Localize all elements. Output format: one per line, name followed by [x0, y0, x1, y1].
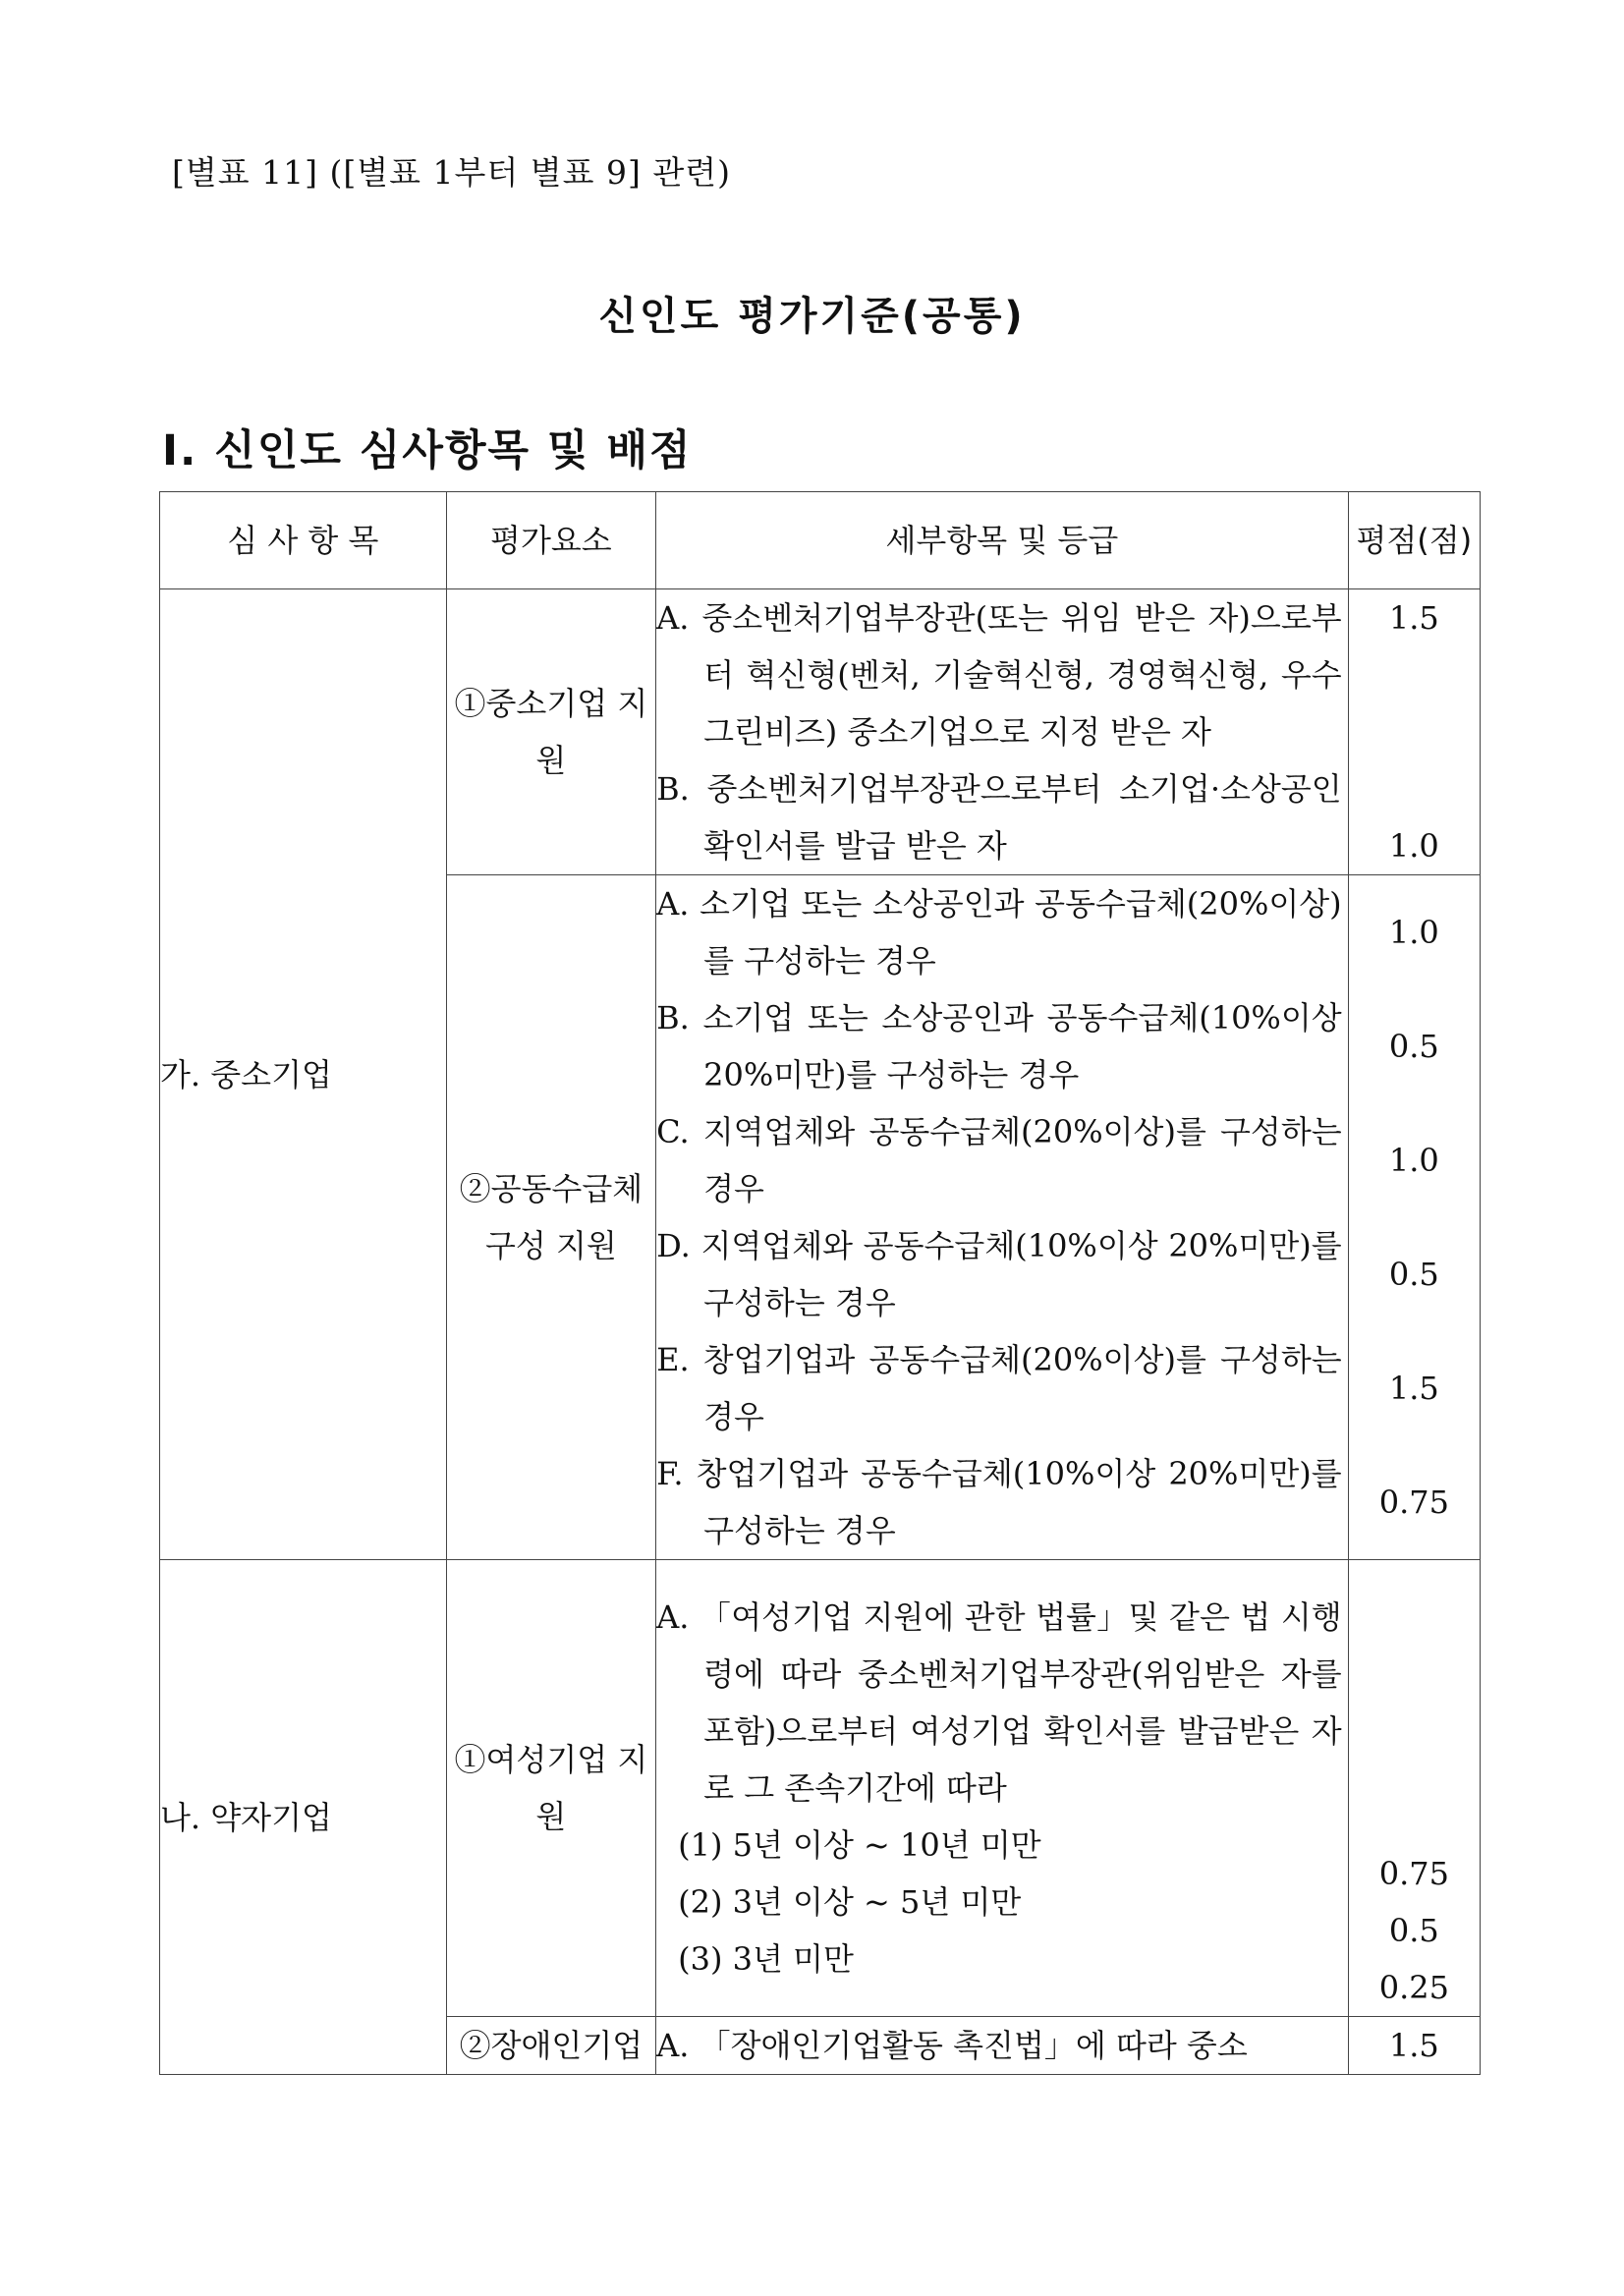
- detail-sub-item: (3) 3년 미만: [678, 1940, 854, 1978]
- score-value: 1.0: [1388, 827, 1439, 865]
- detail-item: A. 중소벤처기업부장관(또는 위임 받은 자)으로부터 혁신형(벤처, 기술혁신형, 경영혁신형, 우수그린비즈) 중소기업으로 지정 받은 자: [656, 599, 1342, 751]
- detail-item: A. 「장애인기업활동 촉진법」에 따라 중소: [656, 2027, 1248, 2064]
- score-value: 1.0: [1388, 1142, 1439, 1179]
- score-value: 0.75: [1378, 1855, 1449, 1892]
- header-score: 평점(점): [1348, 492, 1480, 589]
- element-consortium-support: ②공동수급체 구성 지원: [446, 875, 655, 1560]
- detail-item: A. 「여성기업 지원에 관한 법률」및 같은 법 시행령에 따라 중소벤처기업부장관(위임받은 자를 포함)으로부터 여성기업 확인서를 발급받은 자로 그 존속기간에 따라: [656, 1598, 1342, 1807]
- detail-cell: [656, 589, 1349, 875]
- detail-item: A. 소기업 또는 소상공인과 공동수급체(20%이상)를 구성하는 경우: [656, 885, 1342, 980]
- category-disadvantaged: 나. 약자기업: [160, 1560, 447, 2075]
- header-element: 평가요소: [446, 492, 655, 589]
- element-sme-support: ①중소기업 지원: [446, 589, 655, 875]
- score-cell: [1348, 589, 1480, 875]
- detail-item: B. 중소벤처기업부장관으로부터 소기업·소상공인 확인서를 발급 받은 자: [656, 770, 1342, 865]
- detail-cell: [656, 2017, 1349, 2075]
- document-title: 신인도 평가기준(공통): [598, 294, 1026, 339]
- element-disabled-business: ②장애인기업: [446, 2017, 655, 2075]
- table-header-row: [160, 492, 1481, 589]
- table-row: [160, 1560, 1481, 2017]
- score-value: 0.25: [1378, 1969, 1449, 2006]
- score-value: 1.5: [1388, 599, 1439, 637]
- score-cell: [1348, 2017, 1480, 2075]
- header-detail: 세부항목 및 등급: [656, 492, 1349, 589]
- score-cell: [1348, 875, 1480, 1560]
- detail-item: E. 창업기업과 공동수급체(20%이상)를 구성하는 경우: [656, 1341, 1342, 1435]
- score-spacer: [1349, 1560, 1480, 1845]
- annex-reference: [별표 11] ([별표 1부터 별표 9] 관련): [172, 153, 731, 192]
- detail-sub-item: (2) 3년 이상 ~ 5년 미만: [678, 1883, 1022, 1921]
- element-women-business: ①여성기업 지원: [446, 1560, 655, 2017]
- category-sme: 가. 중소기업: [160, 589, 447, 1560]
- score-value: 1.0: [1388, 914, 1439, 951]
- score-cell: [1348, 1560, 1480, 2017]
- detail-item: F. 창업기업과 공동수급체(10%이상 20%미만)를 구성하는 경우: [656, 1455, 1342, 1549]
- score-value: 1.5: [1388, 1370, 1439, 1407]
- detail-item: C. 지역업체와 공동수급체(20%이상)를 구성하는 경우: [656, 1113, 1342, 1207]
- header-category: 심 사 항 목: [160, 492, 447, 589]
- detail-item: B. 소기업 또는 소상공인과 공동수급체(10%이상 20%미만)를 구성하는 경우: [656, 999, 1342, 1093]
- score-value: 0.75: [1378, 1484, 1449, 1521]
- detail-cell: [656, 875, 1349, 1560]
- score-value: 0.5: [1388, 1912, 1439, 1949]
- detail-sub-item: (1) 5년 이상 ~ 10년 미만: [678, 1826, 1041, 1864]
- criteria-table: [159, 491, 1481, 2075]
- score-value: 0.5: [1388, 1028, 1439, 1065]
- detail-item: D. 지역업체와 공동수급체(10%이상 20%미만)를 구성하는 경우: [656, 1227, 1342, 1321]
- section-heading: Ⅰ. 신인도 심사항목 및 배점: [162, 426, 693, 476]
- score-value: 1.5: [1388, 2027, 1439, 2064]
- score-value: 0.5: [1388, 1256, 1439, 1293]
- detail-cell: [656, 1560, 1349, 2017]
- table-row: [160, 589, 1481, 875]
